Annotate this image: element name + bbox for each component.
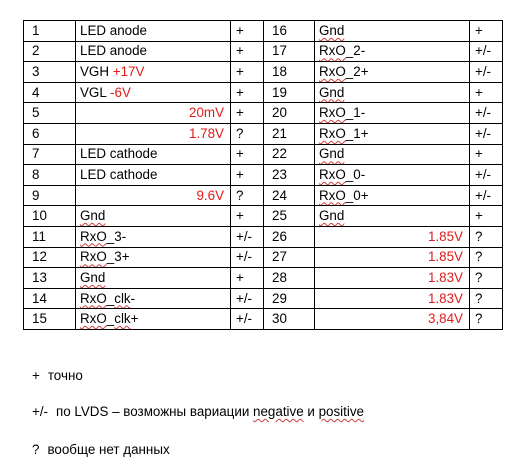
pin-status-10: +	[231, 206, 264, 227]
pin-signal-23-part: RxO	[319, 166, 346, 182]
legend-lvds-text-part: negative	[253, 404, 304, 419]
pin-status-11: +/-	[231, 226, 264, 247]
legend-lvds-text-part: positive	[318, 404, 364, 419]
pin-number-28: 28	[264, 268, 315, 289]
pin-signal-5	[76, 103, 231, 124]
pin-status-17: +/-	[470, 41, 503, 62]
pin-signal-17-part: _2-	[345, 43, 366, 59]
pin-signal-16-part: Gnd	[319, 22, 345, 38]
table-row	[24, 62, 503, 83]
pin-status-15: +/-	[231, 309, 264, 330]
pin-number-23: 23	[264, 165, 315, 186]
pin-status-24: +/-	[470, 185, 503, 206]
table-row	[24, 247, 503, 268]
table-row	[24, 226, 503, 247]
pin-signal-14	[76, 288, 231, 309]
pin-signal-20-part: RxO	[319, 105, 346, 121]
legend-exact-symbol: +	[32, 368, 40, 383]
legend-nodata	[32, 442, 170, 457]
legend-exact	[32, 368, 83, 383]
pin-signal-14-part: -	[130, 290, 136, 306]
pin-signal-21	[315, 123, 470, 144]
pin-signal-11	[76, 226, 231, 247]
pin-signal-16	[315, 21, 470, 42]
pin-signal-29	[315, 288, 470, 309]
pin-status-14: +/-	[231, 288, 264, 309]
pin-number-6: 6	[24, 123, 76, 144]
table-row	[24, 288, 503, 309]
pin-status-7: +	[231, 144, 264, 165]
pin-signal-13-part: Gnd	[80, 269, 106, 285]
pin-signal-8	[76, 165, 231, 186]
table-row	[24, 165, 503, 186]
pin-number-7: 7	[24, 144, 76, 165]
pin-number-8: 8	[24, 165, 76, 186]
pin-status-8: +	[231, 165, 264, 186]
table-row	[24, 309, 503, 330]
pin-signal-20-part: _1-	[345, 105, 366, 121]
pin-signal-1-part: LED anode	[80, 22, 148, 38]
pin-status-6: ?	[231, 123, 264, 144]
pin-signal-18	[315, 62, 470, 83]
pin-signal-3	[76, 62, 231, 83]
pin-signal-21-part: _1+	[345, 125, 369, 141]
pin-number-25: 25	[264, 206, 315, 227]
pin-signal-4	[76, 82, 231, 103]
pin-number-30: 30	[264, 309, 315, 330]
pin-number-9: 9	[24, 185, 76, 206]
pin-status-23: +/-	[470, 165, 503, 186]
pin-number-17: 17	[264, 41, 315, 62]
pin-signal-27-part: 1.85V	[428, 249, 463, 265]
pin-signal-10	[76, 206, 231, 227]
pin-signal-15-part: _	[106, 311, 115, 327]
pin-signal-15-part: +	[130, 311, 139, 327]
pin-status-26: ?	[470, 226, 503, 247]
pin-signal-19	[315, 82, 470, 103]
pin-status-20: +/-	[470, 103, 503, 124]
pin-status-3: +	[231, 62, 264, 83]
pin-status-4: +	[231, 82, 264, 103]
pin-status-29: ?	[470, 288, 503, 309]
pin-status-28: ?	[470, 268, 503, 289]
pin-number-12: 12	[24, 247, 76, 268]
pin-signal-12	[76, 247, 231, 268]
pin-status-5: +	[231, 103, 264, 124]
pin-signal-22-part: Gnd	[319, 146, 345, 162]
pin-signal-14-part: clk	[114, 290, 131, 306]
table-row	[24, 82, 503, 103]
legend-nodata-symbol: ?	[32, 442, 40, 457]
pin-signal-12-part: RxO	[80, 249, 107, 265]
pin-signal-13	[76, 268, 231, 289]
pin-number-15: 15	[24, 309, 76, 330]
pin-status-13: +	[231, 268, 264, 289]
table-row	[24, 185, 503, 206]
pin-status-16: +	[470, 21, 503, 42]
pin-status-1: +	[231, 21, 264, 42]
pin-signal-23	[315, 165, 470, 186]
pin-signal-11-part: _3-	[106, 228, 127, 244]
table-row	[24, 206, 503, 227]
pin-number-21: 21	[264, 123, 315, 144]
pin-signal-29-part: 1.83V	[428, 290, 463, 306]
pin-signal-24	[315, 185, 470, 206]
pin-status-19: +	[470, 82, 503, 103]
pin-signal-26	[315, 226, 470, 247]
pin-signal-8-part: LED cathode	[80, 166, 158, 182]
pin-number-11: 11	[24, 226, 76, 247]
pin-signal-25	[315, 206, 470, 227]
pin-signal-10-part: Gnd	[80, 208, 106, 224]
pin-status-9: ?	[231, 185, 264, 206]
pin-status-22: +	[470, 144, 503, 165]
pin-number-1: 1	[24, 21, 76, 42]
pin-signal-15	[76, 309, 231, 330]
pin-signal-12-part: _3+	[106, 249, 130, 265]
pin-signal-2	[76, 41, 231, 62]
pin-signal-5-part: 20mV	[189, 105, 224, 121]
pin-signal-4-part: VGL	[80, 84, 111, 100]
pin-signal-9	[76, 185, 231, 206]
pin-signal-22	[315, 144, 470, 165]
pin-number-29: 29	[264, 288, 315, 309]
legend-lvds-symbol: +/-	[32, 404, 48, 419]
pin-signal-19-part: Gnd	[319, 84, 345, 100]
legend-lvds	[32, 404, 364, 419]
pin-number-16: 16	[264, 21, 315, 42]
pin-signal-3-part: VGH	[80, 63, 113, 79]
pin-number-18: 18	[264, 62, 315, 83]
pin-signal-17	[315, 41, 470, 62]
pin-signal-28	[315, 268, 470, 289]
table-row	[24, 123, 503, 144]
pin-signal-24-part: _0+	[345, 187, 369, 203]
pin-status-12: +/-	[231, 247, 264, 268]
pin-number-20: 20	[264, 103, 315, 124]
legend-exact-text: точно	[47, 368, 83, 383]
legend-lvds-text-part: по LVDS – возможны вариации	[56, 404, 254, 419]
pin-signal-25-part: Gnd	[319, 208, 345, 224]
pin-signal-9-part: 9.6V	[196, 187, 224, 203]
legend-nodata-text: вообще нет данных	[47, 442, 170, 457]
pin-signal-15-part: clk	[114, 311, 131, 327]
pin-signal-1	[76, 21, 231, 42]
pin-signal-23-part: _0-	[345, 166, 366, 182]
pin-number-5: 5	[24, 103, 76, 124]
pin-signal-11-part: RxO	[80, 228, 107, 244]
pin-signal-27	[315, 247, 470, 268]
pin-signal-18-part: _2+	[345, 63, 369, 79]
pin-signal-17-part: RxO	[319, 43, 346, 59]
pin-signal-7-part: LED cathode	[80, 146, 158, 162]
table-row	[24, 144, 503, 165]
pin-number-2: 2	[24, 41, 76, 62]
pin-number-27: 27	[264, 247, 315, 268]
pin-number-24: 24	[264, 185, 315, 206]
pin-signal-30	[315, 309, 470, 330]
table-row	[24, 41, 503, 62]
legend-lvds-text-part: и	[303, 404, 319, 419]
pin-number-3: 3	[24, 62, 76, 83]
table-row	[24, 21, 503, 42]
pin-signal-14-part: _	[106, 290, 115, 306]
pin-status-2: +	[231, 41, 264, 62]
table-row	[24, 103, 503, 124]
pin-number-26: 26	[264, 226, 315, 247]
pin-signal-14-part: RxO	[80, 290, 107, 306]
pin-signal-6-part: 1.78V	[189, 125, 224, 141]
pin-signal-26-part: 1.85V	[428, 228, 463, 244]
pinout-table	[23, 20, 503, 330]
pin-number-10: 10	[24, 206, 76, 227]
legend-lvds-text	[56, 404, 364, 419]
pin-number-13: 13	[24, 268, 76, 289]
pin-signal-7	[76, 144, 231, 165]
pin-signal-18-part: RxO	[319, 63, 346, 79]
pin-number-19: 19	[264, 82, 315, 103]
pin-signal-6	[76, 123, 231, 144]
pin-signal-4-part: -6V	[110, 84, 131, 100]
table-row	[24, 268, 503, 289]
pin-status-30: ?	[470, 309, 503, 330]
pinout-table-body	[24, 21, 503, 330]
pin-signal-2-part: LED anode	[80, 43, 148, 59]
pin-signal-15-part: RxO	[80, 311, 107, 327]
pin-signal-3-part: +17V	[112, 63, 145, 79]
pin-number-14: 14	[24, 288, 76, 309]
pin-signal-30-part: 3,84V	[428, 311, 463, 327]
pin-number-22: 22	[264, 144, 315, 165]
pin-signal-28-part: 1.83V	[428, 269, 463, 285]
pin-signal-24-part: RxO	[319, 187, 346, 203]
pin-status-21: +/-	[470, 123, 503, 144]
pin-status-25: +	[470, 206, 503, 227]
pin-signal-20	[315, 103, 470, 124]
pin-status-18: +/-	[470, 62, 503, 83]
pin-status-27: ?	[470, 247, 503, 268]
pin-number-4: 4	[24, 82, 76, 103]
pin-signal-21-part: RxO	[319, 125, 346, 141]
